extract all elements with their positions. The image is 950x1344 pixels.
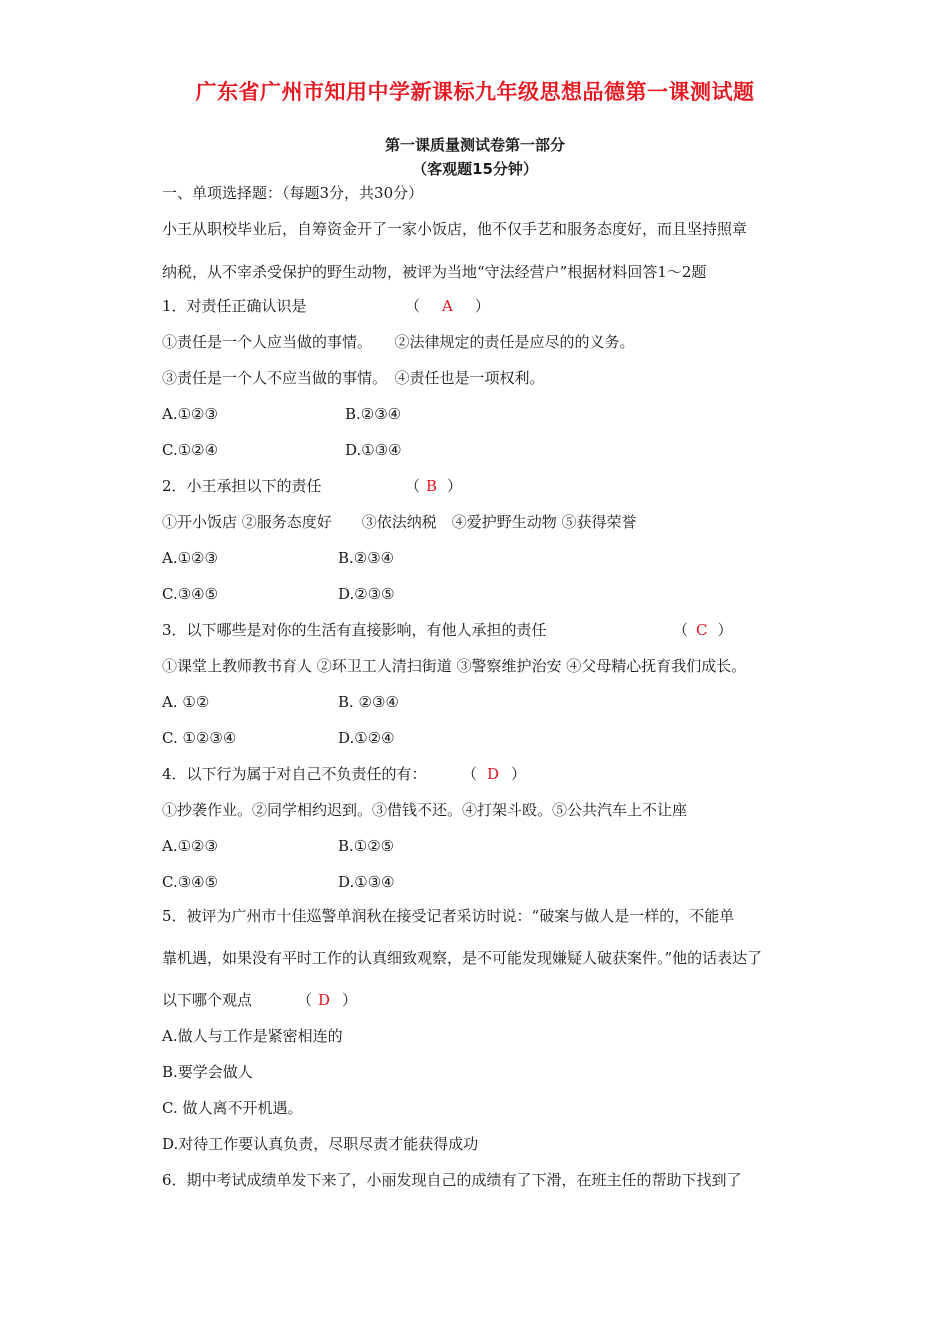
answer-letter: D bbox=[487, 765, 500, 783]
statement-options: ③责任是一个人不应当做的事情。 ④责任也是一项权利。 bbox=[162, 369, 545, 387]
page-title: 广东省广州市知用中学新课标九年级思想品德第一课测试题 bbox=[195, 80, 755, 104]
choice-d: D.对待工作要认真负责，尽职尽责才能获得成功 bbox=[162, 1135, 479, 1153]
answer-bracket: （ D ） bbox=[462, 765, 527, 783]
question-text-line: 以下哪个观点 bbox=[162, 991, 253, 1009]
statement-options: ①开小饭店 ②服务态度好 ③依法纳税 ④爱护野生动物 ⑤获得荣誉 bbox=[162, 513, 637, 531]
choice-b: B.要学会做人 bbox=[162, 1063, 253, 1081]
question-text-line: 靠机遇，如果没有平时工作的认真细致观察，是不可能发现嫌疑人破获案件。”他的话表达了 bbox=[162, 949, 763, 967]
choice-b: B.①②⑤ bbox=[338, 837, 395, 855]
choice-a: A.做人与工作是紧密相连的 bbox=[162, 1027, 343, 1045]
statement-options: ①课堂上教师教书育人 ②环卫工人清扫街道 ③警察维护治安 ④父母精心抚育我们成长。 bbox=[162, 657, 747, 675]
answer-letter: B bbox=[426, 477, 438, 495]
material-text-line: 纳税，从不宰杀受保护的野生动物，被评为当地“守法经营户”根据材料回答1～2题 bbox=[162, 263, 707, 281]
question-text: 1．对责任正确认识是 bbox=[162, 297, 307, 315]
choice-a: A.①②③ bbox=[162, 549, 218, 567]
question-text-line: 6．期中考试成绩单发下来了，小丽发现自己的成绩有了下滑，在班主任的帮助下找到了 bbox=[162, 1171, 742, 1189]
choice-c: C. 做人离不开机遇。 bbox=[162, 1099, 303, 1117]
choice-d: D.①②④ bbox=[338, 729, 395, 747]
question-text: 2．小王承担以下的责任 bbox=[162, 477, 322, 495]
choice-c: C.①②④ bbox=[162, 441, 219, 459]
answer-bracket: （ B ） bbox=[405, 477, 463, 495]
answer-letter: D bbox=[318, 991, 331, 1009]
question-text: 3．以下哪些是对你的生活有直接影响，有他人承担的责任 bbox=[162, 621, 547, 639]
answer-letter: A bbox=[442, 297, 453, 315]
material-text-line: 小王从职校毕业后，自筹资金开了一家小饭店，他不仅手艺和服务态度好，而且坚持照章 bbox=[162, 220, 748, 238]
question-stem bbox=[162, 296, 307, 316]
choice-b: B.②③④ bbox=[345, 405, 402, 423]
answer-bracket: （ D ） bbox=[297, 991, 358, 1009]
choice-c: C.③④⑤ bbox=[162, 873, 219, 891]
choice-c: C.③④⑤ bbox=[162, 585, 219, 603]
question-text: 4．以下行为属于对自己不负责任的有： bbox=[162, 765, 427, 783]
answer-bracket: （ C ） bbox=[673, 621, 733, 639]
statement-options: ①责任是一个人应当做的事情。 ②法律规定的责任是应尽的的义务。 bbox=[162, 333, 635, 351]
section-heading: 一、单项选择题：（每题3分，共30分） bbox=[162, 184, 424, 202]
choice-d: D.②③⑤ bbox=[338, 585, 395, 603]
question-text-line: 5．被评为广州市十佳巡警单润秋在接受记者采访时说：“破案与做人是一样的，不能单 bbox=[162, 907, 735, 925]
choice-a: A.①②③ bbox=[162, 837, 218, 855]
part-heading: 第一课质量测试卷第一部分 bbox=[384, 136, 565, 154]
choice-c: C. ①②③④ bbox=[162, 729, 237, 747]
answer-letter: C bbox=[696, 621, 708, 639]
choice-b: B. ②③④ bbox=[338, 693, 399, 711]
time-note: （客观题15分钟） bbox=[412, 160, 538, 178]
answer-bracket: （ A ） bbox=[405, 297, 490, 315]
choice-d: D.①③④ bbox=[345, 441, 402, 459]
choice-a: A.①②③ bbox=[162, 405, 218, 423]
choice-d: D.①③④ bbox=[338, 873, 395, 891]
choice-b: B.②③④ bbox=[338, 549, 395, 567]
choice-a: A. ①② bbox=[162, 693, 210, 711]
statement-options: ①抄袭作业。②同学相约迟到。③借钱不还。④打架斗殴。⑤公共汽车上不让座 bbox=[162, 801, 688, 819]
